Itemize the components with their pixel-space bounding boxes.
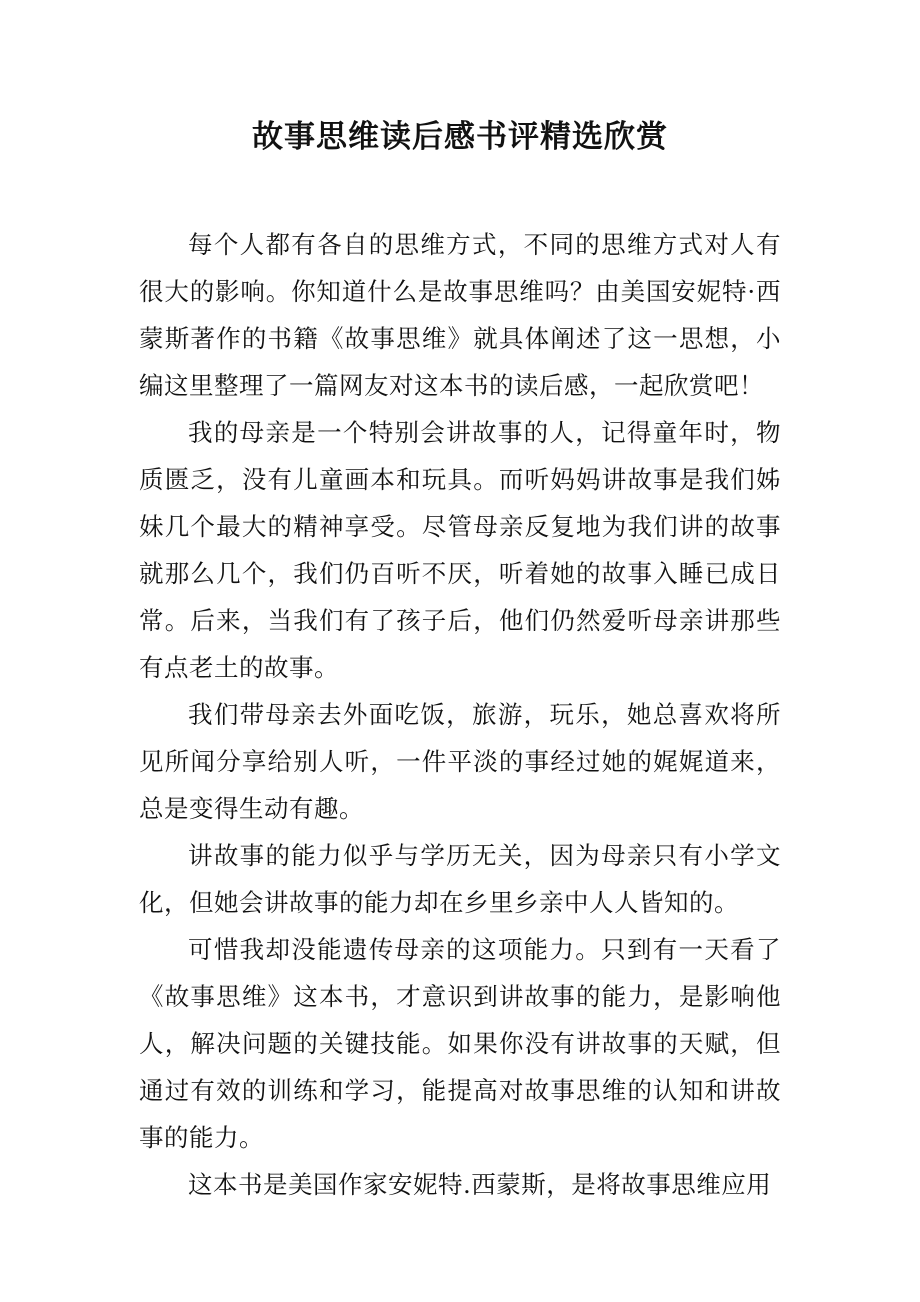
document-title: 故事思维读后感书评精选欣赏 — [252, 119, 668, 155]
paragraph-ability: 讲故事的能力似乎与学历无关，因为母亲只有小学文化，但她会讲故事的能力却在乡里乡亲中人人皆知的。 — [139, 841, 781, 917]
paragraph-book-author: 这本书是美国作家安妮特.西蒙斯，是将故事思维应用 — [188, 1170, 772, 1199]
paragraph-outings: 我们带母亲去外面吃饭，旅游，玩乐，她总喜欢将所见所闻分享给别人听，一件平淡的事经过她的娓娓道来，总是变得生动有趣。 — [139, 700, 781, 823]
document-body — [139, 221, 781, 1208]
paragraph-book-discovery: 可惜我却没能遗传母亲的这项能力。只到有一天看了《故事思维》这本书，才意识到讲故事的能力，是影响他人，解决问题的关键技能。如果你没有讲故事的天赋，但通过有效的训练和学习，能提高对故事思维的认知和讲故事的能力。 — [139, 935, 781, 1152]
paragraph-mother-storyteller: 我的母亲是一个特别会讲故事的人，记得童年时，物质匮乏，没有儿童画本和玩具。而听妈妈讲故事是我们姊妹几个最大的精神享受。尽管母亲反复地为我们讲的故事就那么几个，我们仍百听不厌，听着她的故事入睡已成日常。后来，当我们有了孩子后，他们仍然爱听母亲讲那些有点老土的故事。 — [139, 418, 781, 682]
paragraph-intro: 每个人都有各自的思维方式，不同的思维方式对人有很大的影响。你知道什么是故事思维吗？由美国安妮特·西蒙斯著作的书籍《故事思维》就具体阐述了这一思想，小编这里整理了一篇网友对这本书的读后感，一起欣赏吧！ — [139, 230, 781, 400]
